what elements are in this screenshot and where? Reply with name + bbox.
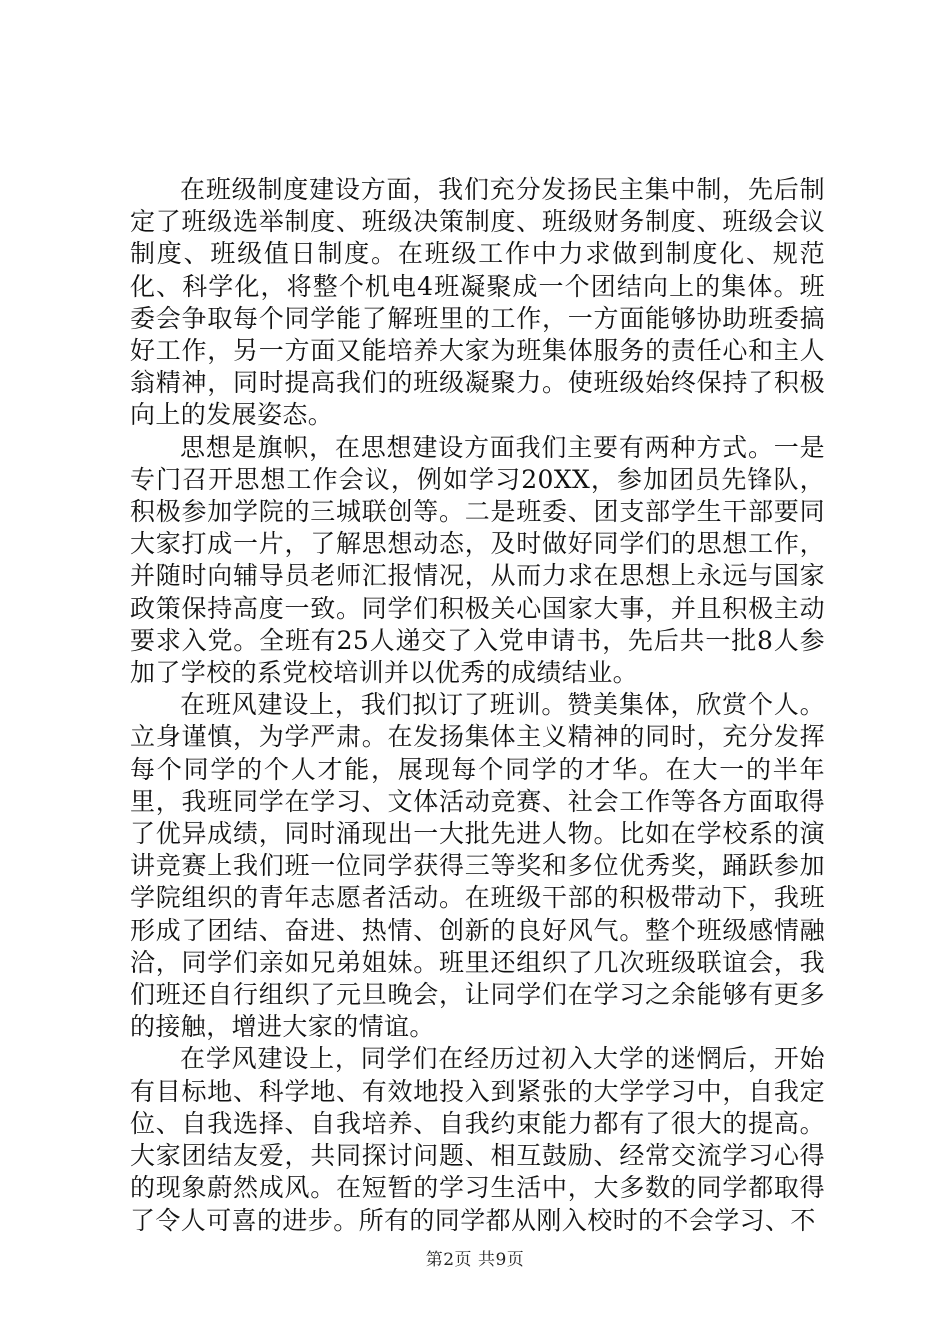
page-number-footer: 第2页 共9页 bbox=[425, 1250, 525, 1270]
paragraph-study-style: 在学风建设上，同学们在经历过初入大学的迷惘后，开始有目标地、科学地、有效地投入到紧张的大学学习中，自我定位、自我选择、自我培养、自我约束能力都有了很大的提高。大家团结友爱，共同探讨问题、相互鼓励、经常交流学习心得的现象蔚然成风。在短暂的学习生活中，大多数的同学都取得了令人可喜的进步。所有的同学都从刚入校时的不会学习、不 bbox=[130, 1044, 825, 1235]
document-body bbox=[130, 174, 825, 1237]
paragraph-class-style: 在班风建设上，我们拟订了班训。赞美集体，欣赏个人。立身谨慎，为学严肃。在发扬集体主义精神的同时，充分发挥每个同学的个人才能，展现每个同学的才华。在大一的半年里，我班同学在学习、文体活动竞赛、社会工作等各方面取得了优异成绩，同时涌现出一大批先进人物。比如在学校系的演讲竞赛上我们班一位同学获得三等奖和多位优秀奖，踊跃参加学院组织的青年志愿者活动。在班级干部的积极带动下，我班形成了团结、奋进、热情、创新的良好风气。整个班级感情融洽，同学们亲如兄弟姐妹。班里还组织了几次班级联谊会，我们班还自行组织了元旦晚会，让同学们在学习之余能够有更多的接触，增进大家的情谊。 bbox=[130, 690, 825, 1042]
paragraph-class-system: 在班级制度建设方面，我们充分发扬民主集中制，先后制定了班级选举制度、班级决策制度、班级财务制度、班级会议制度、班级值日制度。在班级工作中力求做到制度化、规范化、科学化，将整个机电4班凝聚成一个团结向上的集体。班委会争取每个同学能了解班里的工作，一方面能够协助班委搞好工作，另一方面又能培养大家为班集体服务的责任心和主人翁精神，同时提高我们的班级凝聚力。使班级始终保持了积极向上的发展姿态。 bbox=[130, 175, 825, 430]
paragraph-ideology: 思想是旗帜，在思想建设方面我们主要有两种方式。一是专门召开思想工作会议，例如学习20XX，参加团员先锋队，积极参加学院的三城联创等。二是班委、团支部学生干部要同大家打成一片，了解思想动态，及时做好同学们的思想工作，并随时向辅导员老师汇报情况，从而力求在思想上永远与国家政策保持高度一致。同学们积极关心国家大事，并且积极主动要求入党。全班有25人递交了入党申请书，先后共一批8人参加了学校的系党校培训并以优秀的成绩结业。 bbox=[130, 432, 825, 688]
